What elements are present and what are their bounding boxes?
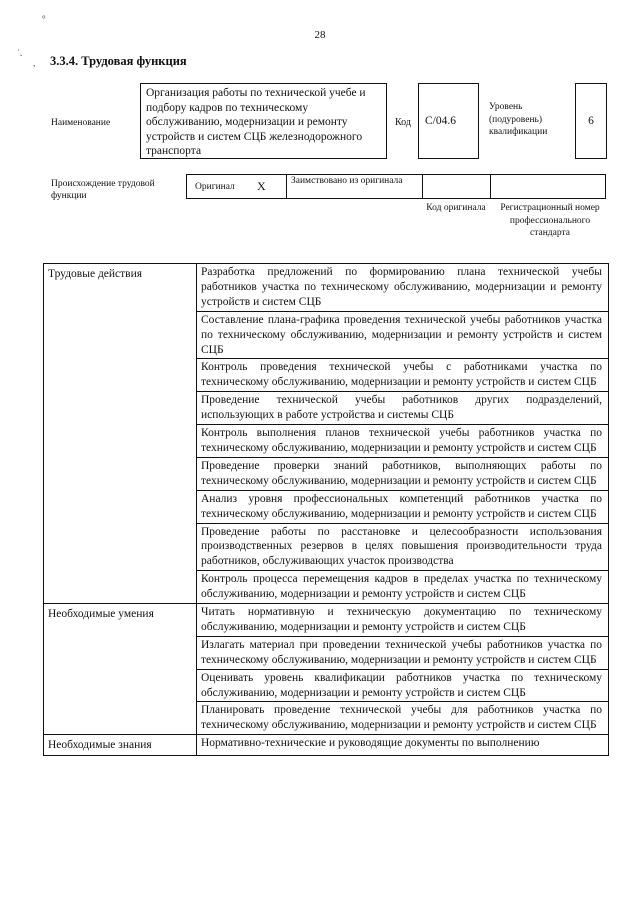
function-table (43, 263, 609, 756)
margin-mark: , (33, 58, 36, 68)
margin-mark: ° (42, 14, 46, 24)
page-number: 28 (314, 29, 326, 41)
table-row (44, 604, 609, 637)
function-name-box: Организация работы по технической учебе и подбору кадров по техническому обслуживанию, модернизации и ремонту устройств и систем СЦБ железнодорожного транспорта (140, 83, 387, 159)
action-item: Контроль выполнения планов технической учебы работников участка по техническому обслуживанию, модернизации и ремонту устройств и систем СЦБ (197, 425, 609, 458)
action-item: Контроль процесса перемещения кадров в пределах участка по техническому обслуживанию, модернизации и ремонту устройств и систем СЦБ (197, 571, 609, 604)
action-item: Проведение работы по расстановке и целесообразности использования производственных резервов в целях повышения производительности труда работников, обслуживающих участок производства (197, 523, 609, 571)
knowledge-label: Необходимые знания (44, 735, 197, 756)
actions-label: Трудовые действия (44, 264, 197, 604)
margin-mark: ˙. (17, 48, 23, 58)
skill-item: Планировать проведение технической учебы для работников участка по техническому обслуживанию, модернизации и ремонту устройств и систем СЦБ (197, 702, 609, 735)
action-item: Анализ уровня профессиональных компетенций работников участка по техническому обслуживанию, модернизации и ремонту устройств и систем СЦБ (197, 490, 609, 523)
skill-item: Читать нормативную и техническую документацию по техническому обслуживанию, модернизации и ремонту устройств и систем СЦБ (197, 604, 609, 637)
table-row (44, 735, 609, 756)
knowledge-item-cell (197, 735, 609, 756)
level-label: Уровень (подуровень) квалификации (489, 102, 548, 137)
original-cell (187, 175, 287, 198)
name-label: Наименование (51, 118, 111, 128)
action-item: Проведение технической учебы работников других подразделений, использующих в работе устройства и системы СЦБ (197, 392, 609, 425)
level-box: 6 (575, 83, 607, 159)
borrowed-cell (287, 175, 423, 198)
original-label: Оригинал (195, 182, 235, 192)
action-item: Проведение проверки знаний работников, выполняющих работы по техническому обслуживанию, модернизации и ремонту устройств и систем СЦБ (197, 457, 609, 490)
reg-number-caption: Регистрационный номер профессионального стандарта (500, 203, 600, 238)
origin-label: Происхождение трудовой функции (51, 179, 155, 201)
original-code-caption: Код оригинала (426, 203, 486, 213)
origin-row (186, 174, 606, 199)
original-mark: X (257, 179, 266, 193)
skill-item: Оценивать уровень квалификации работников участка по техническому обслуживанию, модернизации и ремонту устройств и систем СЦБ (197, 669, 609, 702)
skill-item: Излагать материал при проведении технической учебы работников участка по техническому обслуживанию, модернизации и ремонту устройств и систем СЦБ (197, 636, 609, 669)
code-label: Код (395, 117, 411, 128)
code-box: C/04.6 (418, 83, 479, 159)
original-code-cell (423, 175, 491, 198)
action-item: Составление плана-графика проведения технической учебы работников участка по техническому обслуживанию, модернизации и ремонту устройств и систем СЦБ (197, 311, 609, 359)
action-item: Контроль проведения технической учебы с работниками участка по техническому обслуживанию, модернизации и ремонту устройств и систем СЦБ (197, 359, 609, 392)
table-row (44, 264, 609, 312)
reg-number-cell (491, 175, 605, 198)
section-title: 3.3.4. Трудовая функция (50, 54, 187, 68)
action-item: Разработка предложений по формированию плана технической учебы работников участка по техническому обслуживанию, модернизации и ремонту устройств и систем СЦБ (197, 264, 609, 312)
borrowed-label: Заимствовано из оригинала (291, 176, 403, 186)
knowledge-item: Нормативно-технические и руководящие документы по выполнению (201, 737, 540, 750)
skills-label: Необходимые умения (44, 604, 197, 735)
